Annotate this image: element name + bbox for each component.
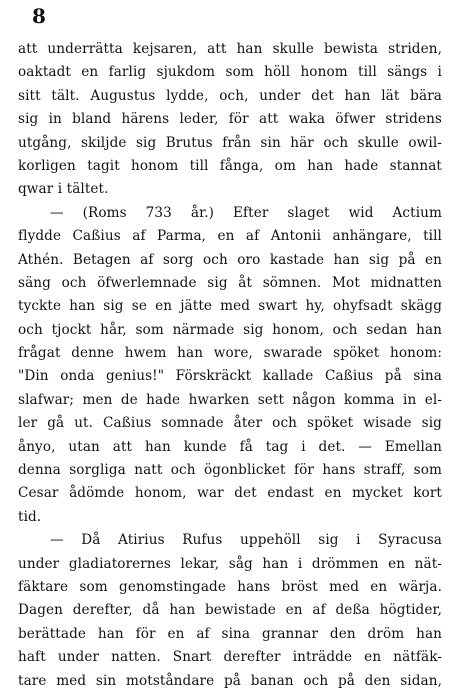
text-line: under gladiatorernes lekar, såg han i drömmen en nät- xyxy=(18,555,442,572)
text-line: "Din onda genius!" Förskräckt kallade Caßius på sina xyxy=(18,368,442,385)
text-line: slafwar; men de hade hwarken sett någon komma in el- xyxy=(18,391,442,408)
text-line: Cesar ådömde honom, war det endast en mycket kort xyxy=(18,485,442,502)
text-line: haft under natten. Snart derefter inträdde en nätfäk- xyxy=(18,649,442,666)
text-line: frågat denne hwem han wore, swarade spöket honom: xyxy=(18,345,442,362)
page-number: 8 xyxy=(32,4,46,28)
text-line: sitt tält. Augustus lydde, och, under det han lät bära xyxy=(18,87,442,104)
text-line: och tjockt hår, som närmade sig honom, och sedan han xyxy=(18,321,442,338)
text-line: ånyo, utan att han kunde få tag i det. — Emellan xyxy=(18,438,442,455)
text-line: Athén. Betagen af sorg och oro kastade han sig på en xyxy=(18,251,442,268)
text-line: korligen tagit honom till fånga, om han hade stannat xyxy=(18,157,442,174)
text-line: tyckte han sig se en jätte med swart hy, ohyfsadt skägg xyxy=(18,298,442,315)
text-line: berättade han för en af sina grannar den dröm han xyxy=(18,625,442,642)
text-line: denna sorgliga natt och ögonblicket för hans straff, som xyxy=(18,462,442,479)
text-line: oaktadt en farlig sjukdom som höll honom till sängs i xyxy=(18,64,442,81)
text-line: tid. xyxy=(18,508,42,525)
text-line: sig in bland härens leder, för att waka öfwer stridens xyxy=(18,111,442,128)
text-line: — (Roms 733 år.) Efter slaget wid Actium xyxy=(50,204,442,221)
text-line: utgång, skiljde sig Brutus från sin här och skulle owil- xyxy=(18,134,442,151)
text-line: — Då Atirius Rufus uppehöll sig i Syracusa xyxy=(50,532,442,549)
text-line: qwar i tältet. xyxy=(18,181,109,198)
text-line: säng och öfwerlemnade sig åt sömnen. Mot midnatten xyxy=(18,274,442,291)
body-text xyxy=(18,38,442,693)
text-line: Dagen derefter, då han bewistade en af deßa högtider, xyxy=(18,602,442,619)
text-line: flydde Caßius af Parma, en af Antonii anhängare, till xyxy=(18,228,442,245)
text-line: tare med sin motståndare på banan och på den sidan, xyxy=(18,672,442,689)
text-line: att underrätta kejsaren, att han skulle bewista striden, xyxy=(18,41,442,57)
text-line: fäktare som genomstingade hans bröst med en wärja. xyxy=(18,578,442,595)
text-line: ler gå ut. Caßius somnade åter och spöket wisade sig xyxy=(18,415,442,432)
